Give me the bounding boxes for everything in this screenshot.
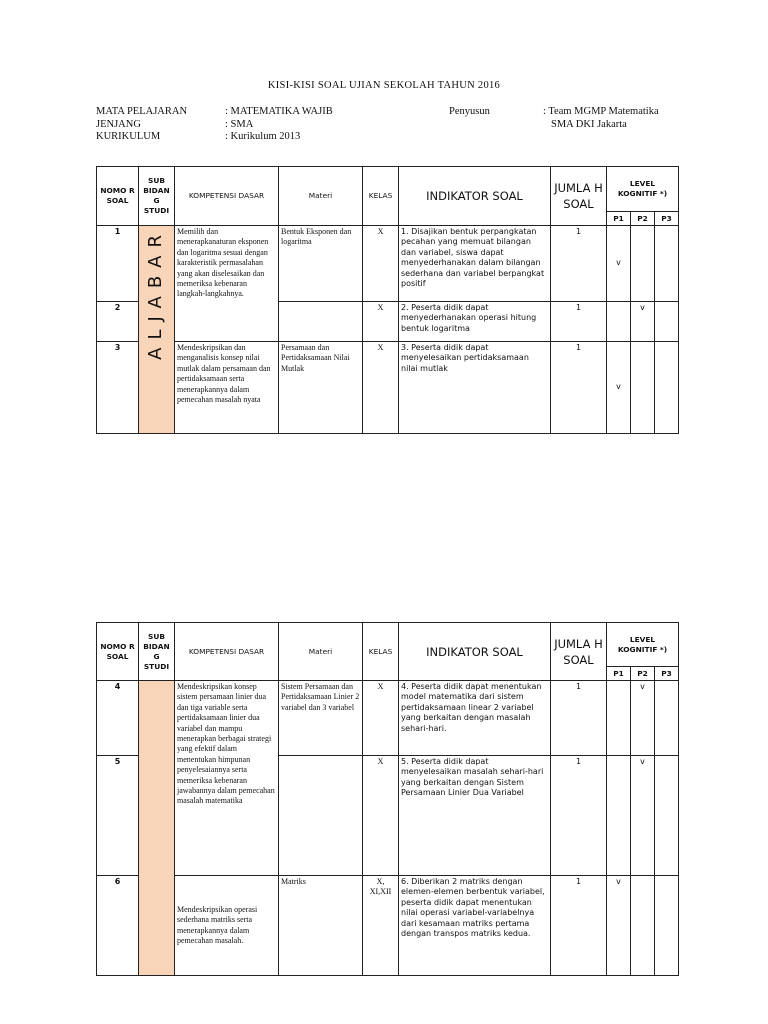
jenjang-label: JENJANG <box>96 119 141 130</box>
level-p1-cell <box>607 681 631 756</box>
materi-cell <box>279 756 363 876</box>
table-row <box>97 876 679 976</box>
kompetensi-dasar-cell: Memilih dan menerapkanaturan eksponen dan logaritma sesuai dengan karakteristik permasalahan yang akan diselesaikan dan memeriksa kebenaran langkah-langkahnya. <box>175 226 279 342</box>
kompetensi-dasar-cell: Mendeskripsikan konsep sistem persamaan linier dua dan tiga variable serta pertidaksamaan linier dua variabel dan mampu menerapkan berbagai strategi yang efektif dalam menentukan himpunan penyelesaiannya serta memeriksa kebenaran jawabannya dalam pemecahan masalah matematika <box>175 681 279 876</box>
header-kompetensi-dasar: KOMPETENSI DASAR <box>175 623 279 681</box>
level-p2-cell: v <box>631 302 655 342</box>
level-p3-cell <box>655 756 679 876</box>
header-p2: P2 <box>631 667 655 681</box>
row-number: 1 <box>97 226 139 302</box>
kelas-cell: X <box>363 681 399 756</box>
level-p3-cell <box>655 876 679 976</box>
penyusun-value-2: SMA DKI Jakarta <box>551 119 627 130</box>
row-number: 6 <box>97 876 139 976</box>
table-row <box>97 226 679 302</box>
kelas-cell: X <box>363 226 399 302</box>
indikator-cell: 6. Diberikan 2 matriks dengan elemen-elemen berbentuk variabel, peserta didik dapat menentukan nilai operasi variabel-variabelnya dari kesamaan matriks pertama dengan transpos matriks kedua. <box>399 876 551 976</box>
indikator-cell: 5. Peserta didik dapat menyelesaikan masalah sehari-hari yang berkaitan dengan Sistem Persamaan Linier Dua Variabel <box>399 756 551 876</box>
sub-bidang-aljabar <box>139 681 175 976</box>
indikator-cell: 3. Peserta didik dapat menyelesaikan pertidaksamaan nilai mutlak <box>399 342 551 434</box>
level-p2-cell <box>631 226 655 302</box>
level-p1-cell <box>607 756 631 876</box>
level-p3-cell <box>655 226 679 302</box>
row-number: 4 <box>97 681 139 756</box>
row-number: 3 <box>97 342 139 434</box>
header-indikator-soal: INDIKATOR SOAL <box>399 167 551 226</box>
materi-cell <box>279 302 363 342</box>
header-p3: P3 <box>655 667 679 681</box>
header-p3: P3 <box>655 212 679 226</box>
document-title: KISI-KISI SOAL UJIAN SEKOLAH TAHUN 2016 <box>267 80 501 91</box>
kurikulum-label: KURIKULUM <box>96 131 161 142</box>
header-materi: Materi <box>279 167 363 226</box>
level-p2-cell <box>631 876 655 976</box>
jumlah-cell: 1 <box>551 226 607 302</box>
row-number: 5 <box>97 756 139 876</box>
header-materi: Materi <box>279 623 363 681</box>
level-p1-cell <box>607 302 631 342</box>
level-p3-cell <box>655 681 679 756</box>
header-indikator-soal: INDIKATOR SOAL <box>399 623 551 681</box>
level-p2-cell: v <box>631 756 655 876</box>
indikator-cell: 1. Disajikan bentuk perpangkatan pecahan yang memuat bilangan dan variabel, siswa dapat menyederhanakan dalam bilangan sederhana dan variabel berpangkat positif <box>399 226 551 302</box>
kompetensi-dasar-cell: Mendeskripsikan dan menganalisis konsep nilai mutlak dalam persamaan dan pertidaksamaan serta menerapkannya dalam pemecahan masalah nyata <box>175 342 279 434</box>
header-p1: P1 <box>607 212 631 226</box>
kisi-table-1 <box>96 166 679 434</box>
materi-cell: Bentuk Eksponen dan logaritma <box>279 226 363 302</box>
header-kelas: KELAS <box>363 167 399 226</box>
kelas-cell: X <box>363 756 399 876</box>
header-level-kognitif: LEVEL KOGNITIF *) <box>607 623 679 667</box>
mapel-label: MATA PELAJARAN <box>96 106 188 117</box>
header-level-kognitif: LEVEL KOGNITIF *) <box>607 167 679 212</box>
jumlah-cell: 1 <box>551 876 607 976</box>
level-p2-cell <box>631 342 655 434</box>
header-nomor-soal: NOMO R SOAL <box>97 623 139 681</box>
level-p1-cell: v <box>607 876 631 976</box>
level-p1-cell: v <box>607 342 631 434</box>
indikator-cell: 2. Peserta didik dapat menyederhanakan operasi hitung bentuk logaritma <box>399 302 551 342</box>
jumlah-cell: 1 <box>551 302 607 342</box>
kelas-cell: X <box>363 342 399 434</box>
level-p3-cell <box>655 302 679 342</box>
header-sub-bidang: SUB BIDAN G STUDI <box>139 167 175 226</box>
table-row <box>97 342 679 434</box>
jumlah-cell: 1 <box>551 681 607 756</box>
kurikulum-value: : Kurikulum 2013 <box>225 131 301 142</box>
header-sub-bidang: SUB BIDAN G STUDI <box>139 623 175 681</box>
header-jumlah-soal: JUMLA H SOAL <box>551 167 607 226</box>
jumlah-cell: 1 <box>551 342 607 434</box>
kompetensi-dasar-cell: Mendeskripsikan operasi sederhana matriks serta menerapkannya dalam pemecahan masalah. <box>175 876 279 976</box>
kelas-cell: X, XI,XII <box>363 876 399 976</box>
level-p3-cell <box>655 342 679 434</box>
mapel-value: : MATEMATIKA WAJIB <box>225 106 333 117</box>
penyusun-value: : Team MGMP Matematika <box>543 106 659 117</box>
indikator-cell: 4. Peserta didik dapat menentukan model matematika dari sistem pertidaksamaan linear 2 variabel yang berkaitan dengan masalah sehari-hari. <box>399 681 551 756</box>
sub-bidang-aljabar: ALJABAR <box>139 226 175 434</box>
kisi-table-2 <box>96 622 679 976</box>
level-p2-cell: v <box>631 681 655 756</box>
kelas-cell: X <box>363 302 399 342</box>
header-nomor-soal: NOMO R SOAL <box>97 167 139 226</box>
header-kompetensi-dasar: KOMPETENSI DASAR <box>175 167 279 226</box>
materi-cell: Persamaan dan Pertidaksamaan Nilai Mutlak <box>279 342 363 434</box>
jenjang-value: : SMA <box>225 119 254 130</box>
jumlah-cell: 1 <box>551 756 607 876</box>
header-jumlah-soal: JUMLA H SOAL <box>551 623 607 681</box>
header-p1: P1 <box>607 667 631 681</box>
penyusun-label: Penyusun <box>449 106 490 117</box>
materi-cell: Matriks <box>279 876 363 976</box>
materi-cell: Sistem Persamaan dan Pertidaksamaan Linier 2 variabel dan 3 variabel <box>279 681 363 756</box>
header-p2: P2 <box>631 212 655 226</box>
header-kelas: KELAS <box>363 623 399 681</box>
row-number: 2 <box>97 302 139 342</box>
level-p1-cell: v <box>607 226 631 302</box>
table-row <box>97 681 679 756</box>
